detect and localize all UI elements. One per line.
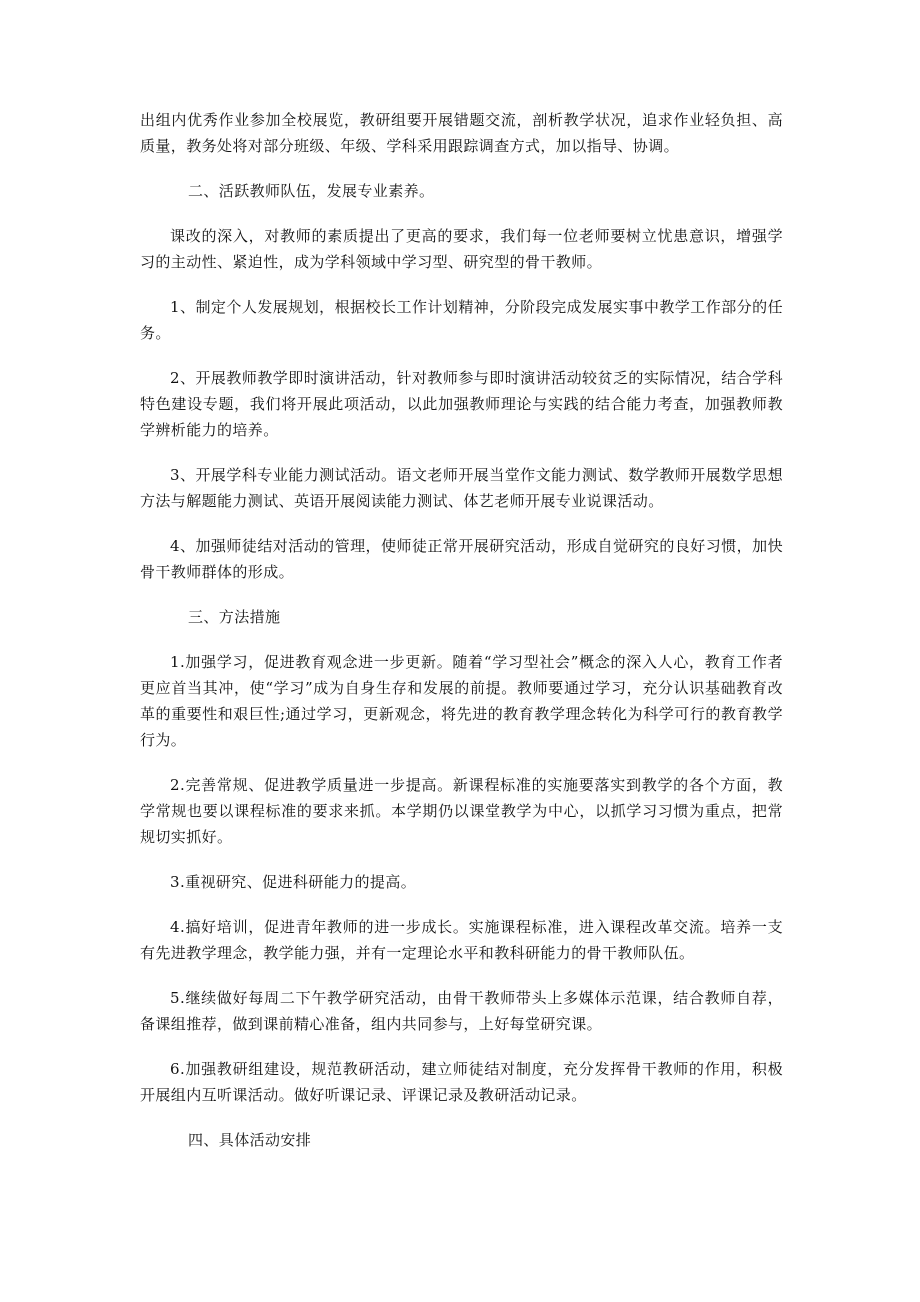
paragraph-2-intro: 课改的深入，对教师的素质提出了更高的要求，我们每一位老师要树立忧患意识，增强学习的主动性、紧迫性，成为学科领域中学习型、研究型的骨干教师。: [140, 227, 783, 271]
paragraph-3-2: 2.完善常规、促进教学质量进一步提高。新课程标准的实施要落实到教学的各个方面，教学常规也要以课程标准的要求来抓。本学期仍以课堂教学为中心，以抓学习习惯为重点，把常规切实抓好。: [140, 776, 783, 846]
section-heading-2: 二、活跃教师队伍，发展专业素养。: [188, 182, 435, 200]
paragraph-3-5: 5.继续做好每周二下午教学研究活动，由骨干教师带头上多媒体示范课，结合教师自荐，备课组推荐，做到课前精心准备，组内共同参与，上好每堂研究课。: [140, 989, 783, 1033]
document-page: [140, 107, 783, 1172]
paragraph-2-1: 1、制定个人发展规划，根据校长工作计划精神，分阶段完成发展实事中教学工作部分的任务。: [140, 298, 783, 342]
paragraph-2-4: 4、加强师徒结对活动的管理，使师徒正常开展研究活动，形成自觉研究的良好习惯，加快骨干教师群体的形成。: [140, 537, 783, 581]
paragraph-intro: 出组内优秀作业参加全校展览，教研组要开展错题交流，剖析教学状况，追求作业轻负担、高质量，教务处将对部分班级、年级、学科采用跟踪调查方式，加以指导、协调。: [140, 111, 783, 155]
paragraph-3-3: 3.重视研究、促进科研能力的提高。: [170, 873, 417, 891]
paragraph-2-2: 2、开展教师教学即时演讲活动，针对教师参与即时演讲活动较贫乏的实际情况，结合学科特色建设专题，我们将开展此项活动，以此加强教师理论与实践的结合能力考查，加强教师教学辨析能力的培养。: [140, 369, 783, 439]
section-heading-4: 四、具体活动安排: [188, 1131, 312, 1149]
section-heading-3: 三、方法措施: [188, 608, 281, 626]
paragraph-3-4: 4.搞好培训，促进青年教师的进一步成长。实施课程标准，进入课程改革交流。培养一支有先进教学理念，教学能力强，并有一定理论水平和教科研能力的骨干教师队伍。: [140, 918, 783, 962]
paragraph-3-6: 6.加强教研组建设，规范教研活动，建立师徒结对制度，充分发挥骨干教师的作用，积极开展组内互听课活动。做好听课记录、评课记录及教研活动记录。: [140, 1060, 783, 1104]
paragraph-3-1: 1.加强学习，促进教育观念进一步更新。随着“学习型社会”概念的深入人心，教育工作者更应首当其冲，使“学习”成为自身生存和发展的前提。教师要通过学习，充分认识基础教育改革的重要性和艰巨性;通过学习，更新观念，将先进的教育教学理念转化为科学可行的教育教学行为。: [140, 653, 783, 749]
paragraph-2-3: 3、开展学科专业能力测试活动。语文老师开展当堂作文能力测试、数学教师开展数学思想方法与解题能力测试、英语开展阅读能力测试、体艺老师开展专业说课活动。: [140, 466, 783, 510]
